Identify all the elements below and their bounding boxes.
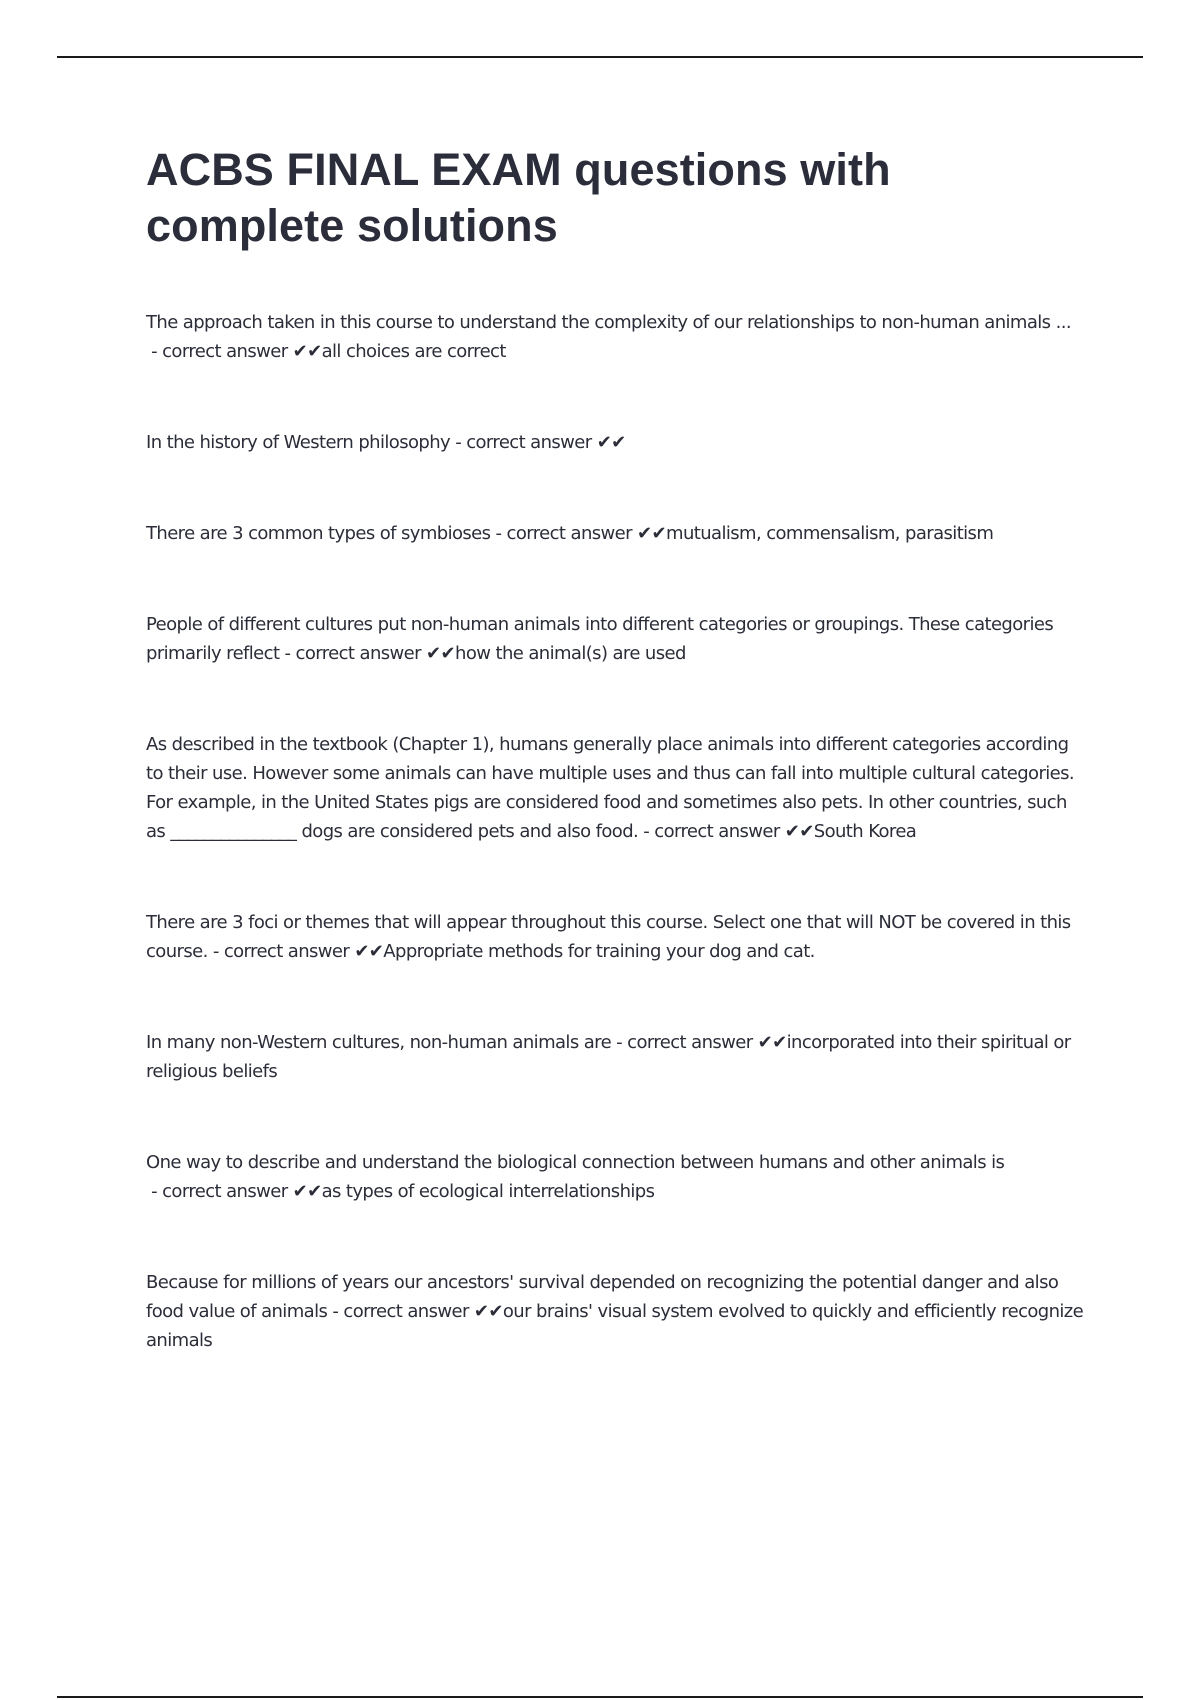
- qa-item: [146, 610, 1086, 668]
- document-title: ACBS FINAL EXAM questions with complete solutions: [146, 144, 891, 251]
- answer-text: how the animal(s) are used: [455, 643, 686, 664]
- question-text: Because for millions of years our ancestors' survival depended on recognizing the potential danger and also food value of animals: [146, 1272, 1059, 1322]
- answer-text: Appropriate methods for training your dog and cat.: [383, 941, 815, 962]
- answer-marker: - correct answer ✔✔: [450, 432, 626, 453]
- qa-item: [146, 908, 1086, 966]
- answer-text: incorporated into their spiritual or religious beliefs: [146, 1032, 1071, 1082]
- qa-item: [146, 1148, 1086, 1206]
- answer-marker: - correct answer ✔✔: [638, 821, 814, 842]
- question-text: In many non-Western cultures, non-human animals are: [146, 1032, 612, 1053]
- answer-text: South Korea: [813, 821, 917, 842]
- question-text: One way to describe and understand the biological connection between humans and other animals is: [146, 1152, 1005, 1173]
- qa-item: [146, 428, 1086, 457]
- question-text: There are 3 common types of symbioses: [146, 523, 491, 544]
- answer-marker: - correct answer ✔✔: [327, 1301, 503, 1322]
- qa-item: [146, 1268, 1086, 1355]
- answer-marker: - correct answer ✔✔: [207, 941, 384, 962]
- answer-text: all choices are correct: [321, 341, 506, 362]
- qa-item: [146, 1028, 1086, 1086]
- question-text: In the history of Western philosophy: [146, 432, 451, 453]
- answer-text: mutualism, commensalism, parasitism: [666, 523, 994, 544]
- bottom-rule: [57, 1696, 1143, 1698]
- answer-marker: - correct answer ✔✔: [146, 1181, 322, 1202]
- answer-marker: - correct answer ✔✔: [279, 643, 456, 664]
- answer-marker: - correct answer ✔✔: [490, 523, 667, 544]
- question-text: There are 3 foci or themes that will appear throughout this course. Select one that will NOT be covered in this course.: [146, 912, 1071, 962]
- qa-item: [146, 730, 1086, 846]
- answer-marker: - correct answer ✔✔: [146, 341, 322, 362]
- document-body: [146, 142, 1086, 1417]
- question-text: The approach taken in this course to understand the complexity of our relationships to non-human animals ...: [146, 312, 1071, 333]
- answer-text: our brains' visual system evolved to quickly and efficiently recognize animals: [146, 1301, 1084, 1351]
- question-text: As described in the textbook (Chapter 1), humans generally place animals into different categories according to their use. However some animals can have multiple uses and thus can fall into multiple cultural categories. For example, in the United States pigs are considered food and sometimes also pets. In other countries, such as _______________ dogs are considered pets and also food.: [146, 734, 1075, 842]
- qa-item: [146, 519, 1086, 548]
- answer-text: as types of ecological interrelationships: [321, 1181, 655, 1202]
- answer-marker: - correct answer ✔✔: [611, 1032, 787, 1053]
- top-rule: [57, 56, 1143, 58]
- qa-item: [146, 308, 1086, 366]
- question-text: People of different cultures put non-human animals into different categories or groupings. These categories primarily reflect: [146, 614, 1054, 664]
